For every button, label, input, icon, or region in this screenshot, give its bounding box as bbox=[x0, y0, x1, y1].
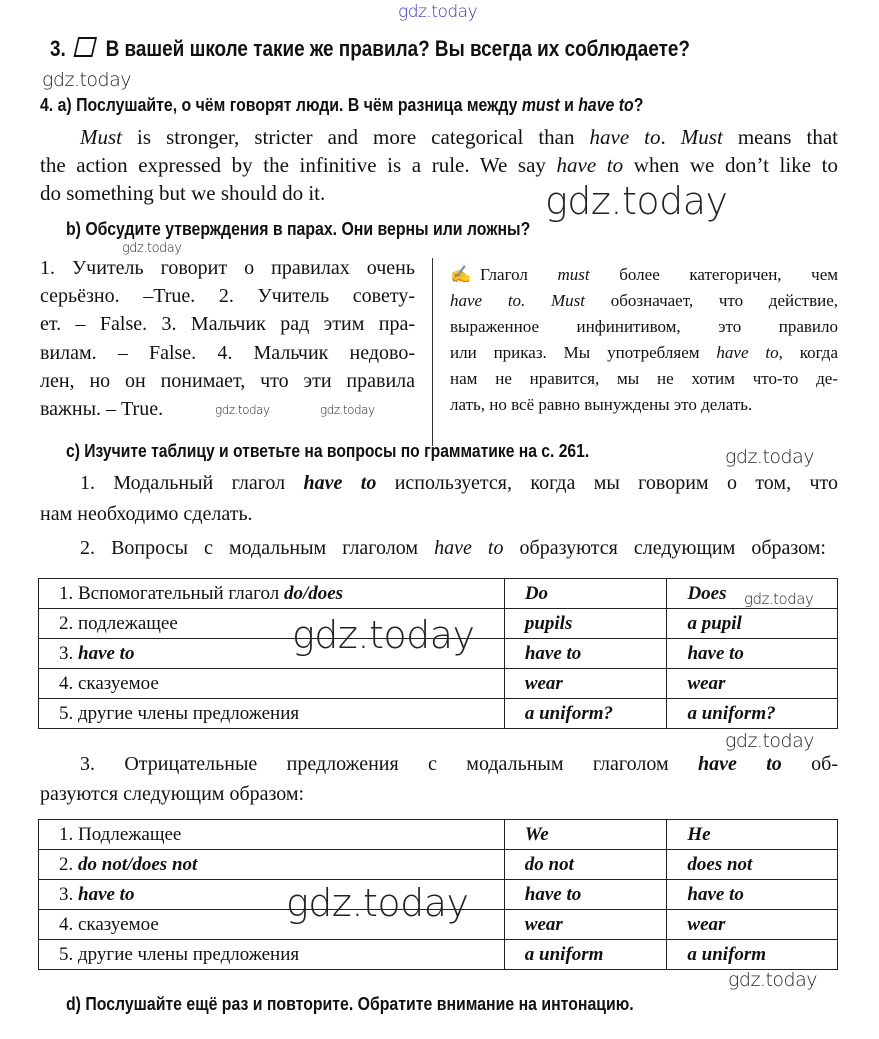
right-line bbox=[450, 395, 752, 415]
text-segment: . bbox=[660, 125, 681, 149]
watermark: gdz.today bbox=[320, 403, 375, 417]
emphasis-text: have to bbox=[589, 125, 661, 149]
emphasis-text: have to. Must bbox=[450, 291, 586, 310]
text-segment: 2. bbox=[59, 853, 78, 875]
text-segment: и bbox=[559, 95, 579, 115]
neg-line bbox=[80, 753, 838, 776]
text-segment: об- bbox=[781, 753, 838, 775]
watermark: gdz.today bbox=[215, 403, 270, 417]
exercise-4a-title bbox=[40, 95, 643, 116]
emphasis-text: have to bbox=[578, 95, 634, 115]
emphasis-text: do not/does not bbox=[78, 853, 198, 875]
text-segment: лать, но всё равно вынуждены это делать. bbox=[450, 395, 753, 414]
paragraph-line bbox=[40, 153, 838, 178]
watermark: gdz.today bbox=[744, 590, 814, 608]
right-line bbox=[450, 317, 838, 337]
table-row bbox=[39, 669, 838, 699]
emphasis-text: have to, bbox=[716, 343, 783, 362]
table-cell-label bbox=[39, 669, 505, 699]
text-segment: ? bbox=[633, 95, 644, 115]
paragraph-line bbox=[80, 125, 838, 150]
left-line: вилам. – False. 4. Мальчик недово- bbox=[40, 342, 415, 364]
table-cell-example: does not bbox=[667, 850, 838, 880]
exercise-4c-title: c) Изучите таблицу и ответьте на вопросы по грамматике на с. 261. bbox=[66, 441, 590, 461]
c-line bbox=[80, 472, 838, 495]
emphasis-text: have to bbox=[556, 153, 624, 177]
neg-line bbox=[40, 783, 304, 806]
text-segment: 1. Модальный глагол bbox=[80, 472, 304, 494]
right-line bbox=[450, 291, 838, 311]
table-cell-example: wear bbox=[667, 669, 838, 699]
text-segment: нам необходимо сделать. bbox=[40, 503, 253, 525]
text-segment: is stronger, stricter and more categorical than bbox=[122, 125, 590, 149]
table-cell-example: have to bbox=[504, 639, 667, 669]
text-segment: образуются следующим образом: bbox=[503, 537, 826, 559]
watermark-large: gdz.today bbox=[292, 613, 475, 657]
watermark: gdz.today bbox=[728, 969, 817, 991]
notebook-icon bbox=[74, 37, 98, 57]
exercise-number: 3. bbox=[50, 36, 66, 61]
table-cell-label bbox=[39, 940, 505, 970]
text-segment: 1. Вспомогательный глагол bbox=[59, 582, 284, 604]
watermark-large: gdz.today bbox=[545, 179, 728, 223]
text-segment: 3. Отрицательные предложения с модальным глаголом bbox=[80, 753, 698, 775]
table-cell-example: a uniform? bbox=[504, 699, 667, 729]
table-row bbox=[39, 579, 838, 609]
text-segment: 1. Подлежащее bbox=[59, 823, 182, 845]
text-segment: 5. другие члены предложения bbox=[59, 702, 300, 724]
c-line bbox=[40, 503, 253, 526]
emphasis-text: Must bbox=[680, 125, 723, 149]
emphasis-text: must bbox=[521, 95, 560, 115]
watermark: gdz.today bbox=[725, 730, 814, 752]
table-cell-example: wear bbox=[667, 910, 838, 940]
emphasis-text: have to bbox=[303, 472, 377, 494]
right-line bbox=[450, 343, 838, 363]
emphasis-text: have to bbox=[697, 753, 782, 775]
table-cell-example: a pupil bbox=[667, 609, 838, 639]
table-cell-example: have to bbox=[667, 880, 838, 910]
text-segment: обозначает, что действие, bbox=[585, 291, 838, 310]
table-row bbox=[39, 699, 838, 729]
text-segment: 2. Вопросы с модальным глаголом bbox=[80, 537, 435, 559]
table-cell-example: wear bbox=[504, 910, 667, 940]
text-segment: когда bbox=[782, 343, 838, 362]
text-segment: 2. подлежащее bbox=[59, 612, 178, 634]
exercise-4b-title: b) Обсудите утверждения в парах. Они верны или ложны? bbox=[66, 219, 531, 239]
left-line: лен, но он понимает, что эти правила bbox=[40, 370, 415, 392]
table-cell-label bbox=[39, 699, 505, 729]
watermark-top: gdz.today bbox=[398, 2, 478, 22]
left-line: ет. – False. 3. Мальчик рад этим пра- bbox=[40, 313, 415, 335]
pencil-writing-icon: ✍ bbox=[450, 265, 472, 284]
table-cell-example: pupils bbox=[504, 609, 667, 639]
paragraph-line bbox=[40, 181, 325, 206]
table-row bbox=[39, 940, 838, 970]
text-segment: разуются следующим образом: bbox=[40, 783, 305, 805]
table-cell-example: Do bbox=[504, 579, 667, 609]
table-cell-example: have to bbox=[667, 639, 838, 669]
table-cell-example: have to bbox=[504, 880, 667, 910]
table-cell-example: a uniform? bbox=[667, 699, 838, 729]
emphasis-text: do/does bbox=[283, 582, 344, 604]
text-segment: the action expressed by the infinitive is a rule. We say bbox=[40, 153, 557, 177]
table-cell-example: do not bbox=[504, 850, 667, 880]
emphasis-text: have to bbox=[78, 642, 135, 664]
emphasis-text: Must bbox=[80, 125, 122, 149]
text-segment: нам не нравится, мы не хотим что-то де- bbox=[450, 369, 838, 388]
text-segment: do something but we should do it. bbox=[40, 181, 326, 205]
watermark: gdz.today bbox=[42, 69, 131, 91]
watermark: gdz.today bbox=[725, 446, 814, 468]
right-line bbox=[480, 265, 838, 285]
right-line bbox=[450, 369, 838, 389]
table-cell-example: We bbox=[504, 820, 667, 850]
table-cell-label bbox=[39, 579, 505, 609]
left-line: серьёзно. –True. 2. Учитель совету- bbox=[40, 285, 415, 307]
table-cell-example: He bbox=[667, 820, 838, 850]
left-line: 1. Учитель говорит о правилах очень bbox=[40, 257, 415, 279]
emphasis-text: have to bbox=[78, 883, 135, 905]
text-segment: выраженное инфинитивом, это правило bbox=[450, 317, 838, 336]
text-segment: 3. bbox=[59, 642, 78, 664]
text-segment: 4. a) Послушайте, о чём говорят люди. В чём разница между bbox=[40, 95, 522, 115]
text-segment: when we don’t like to bbox=[623, 153, 839, 177]
text-segment: или приказ. Мы употребляем bbox=[450, 343, 717, 362]
text-segment: 4. сказуемое bbox=[59, 672, 159, 694]
text-segment: 5. другие члены предложения bbox=[59, 943, 300, 965]
exercise-4d-title: d) Послушайте ещё раз и повторите. Обратите внимание на интонацию. bbox=[66, 994, 634, 1014]
text-segment: means that bbox=[722, 125, 838, 149]
text-segment: Глагол bbox=[480, 265, 558, 284]
table-cell-example: a uniform bbox=[667, 940, 838, 970]
table-row bbox=[39, 820, 838, 850]
watermark-large: gdz.today bbox=[286, 881, 469, 925]
c-line bbox=[80, 537, 826, 560]
table-cell-example: Does bbox=[667, 579, 838, 609]
table-cell-label bbox=[39, 820, 505, 850]
text-segment: используется, когда мы говорим о том, что bbox=[376, 472, 838, 494]
emphasis-text: have to bbox=[434, 537, 504, 559]
exercise-3-heading bbox=[50, 36, 690, 62]
table-cell-label bbox=[39, 850, 505, 880]
table-cell-example: wear bbox=[504, 669, 667, 699]
table-cell-example: a uniform bbox=[504, 940, 667, 970]
text-segment: более категоричен, чем bbox=[589, 265, 839, 284]
table-row bbox=[39, 850, 838, 880]
left-line: важны. – True. bbox=[40, 398, 164, 420]
watermark: gdz.today bbox=[122, 241, 182, 256]
text-segment: 4. сказуемое bbox=[59, 913, 159, 935]
emphasis-text: must bbox=[557, 265, 590, 284]
text-segment: 3. bbox=[59, 883, 78, 905]
exercise-3-text: В вашей школе такие же правила? Вы всегда их соблюдаете? bbox=[105, 36, 690, 61]
column-divider bbox=[432, 258, 433, 446]
